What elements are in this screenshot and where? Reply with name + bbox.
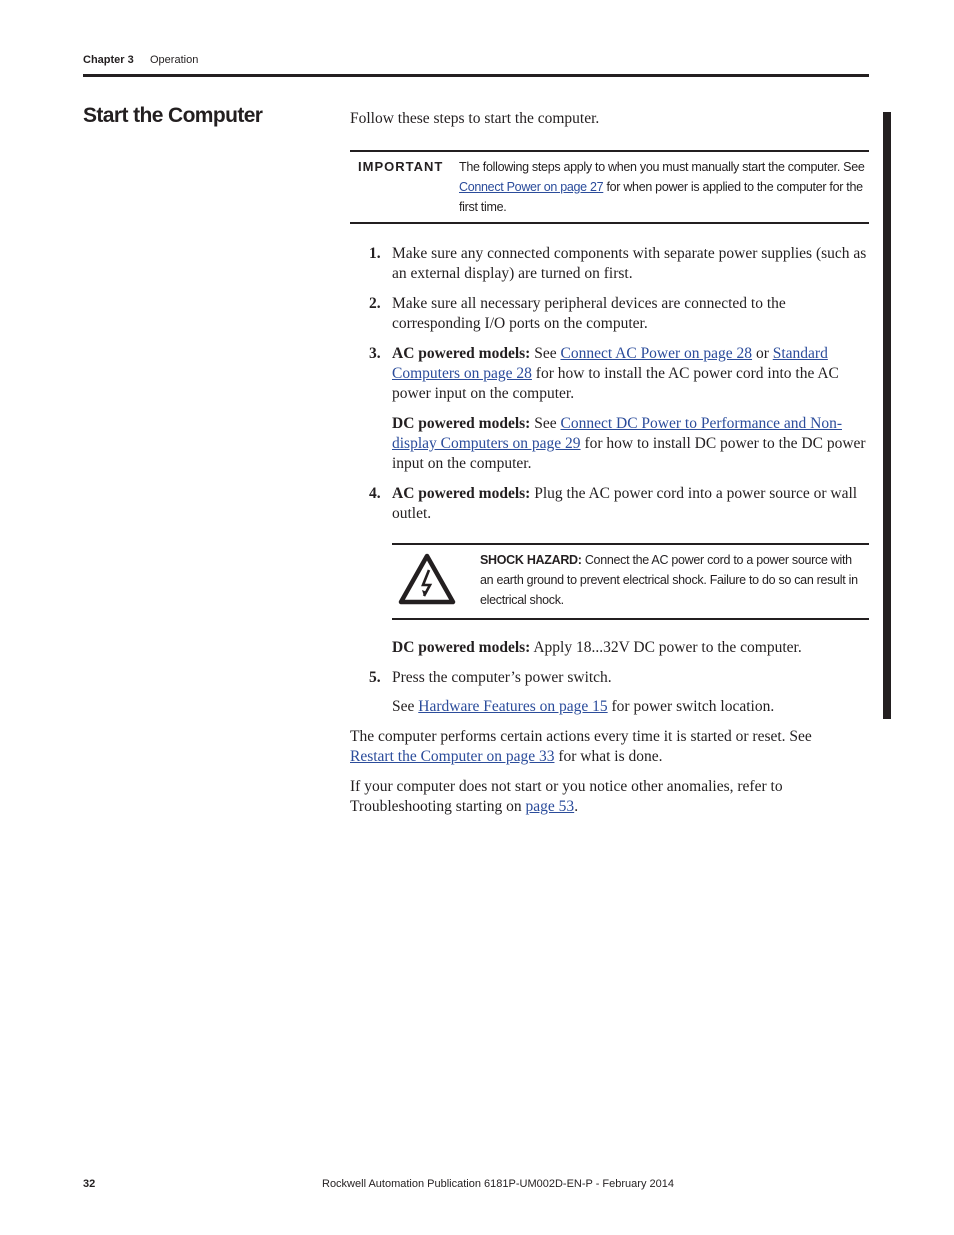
intro-paragraph: Follow these steps to start the computer. (350, 110, 600, 127)
chapter-side-bar (883, 112, 891, 719)
step-text-part: See (530, 345, 561, 362)
important-top-rule (350, 150, 869, 152)
important-bottom-rule (350, 222, 869, 224)
step-text-part: See (530, 415, 561, 432)
step-number: 5. (369, 669, 381, 686)
running-header (83, 54, 199, 66)
chapter-label: Chapter 3 (83, 54, 134, 66)
paragraph-text-part: for what is done. (554, 748, 663, 765)
restart-paragraph (350, 727, 840, 767)
step-number: 1. (369, 245, 381, 262)
section-label: Operation (150, 54, 199, 66)
header-rule (83, 74, 869, 77)
dc-models-label: DC powered models: (392, 415, 531, 432)
step-text: Press the computer’s power switch. (392, 669, 612, 686)
step-number: 4. (369, 485, 381, 502)
step-text: Make sure all necessary peripheral devices are connected to the corresponding I/O ports on the computer. (392, 295, 786, 332)
hazard-bottom-rule (392, 618, 869, 620)
restart-computer-link[interactable]: Restart the Computer on page 33 (350, 748, 555, 765)
important-text (459, 157, 869, 217)
important-text-before: The following steps apply to when you must manually start the computer. See (459, 160, 865, 174)
step-3-ac-paragraph (392, 344, 867, 404)
hazard-body: Connect the AC power cord to a power source with an earth ground to prevent electrical shock. Failure to do so can result in electrical shock. (480, 553, 858, 607)
step-number: 2. (369, 295, 381, 312)
section-title: Start the Computer (83, 104, 263, 127)
paragraph-text-part: The computer performs certain actions every time it is started or reset. See (350, 728, 812, 745)
hazard-label: SHOCK HAZARD: (480, 553, 582, 567)
step-text-part: Apply 18...32V DC power to the computer. (530, 639, 802, 656)
dc-models-label: DC powered models: (392, 639, 531, 656)
page-53-link[interactable]: page 53 (525, 798, 575, 815)
hazard-text (480, 550, 860, 610)
step-4-ac-paragraph (392, 484, 870, 524)
step-text-part: See (392, 698, 419, 715)
connect-ac-power-link[interactable]: Connect AC Power on page 28 (560, 345, 753, 362)
important-label: IMPORTANT (358, 159, 444, 174)
ac-models-label: AC powered models: (392, 345, 531, 362)
step-5-see-paragraph (392, 697, 870, 717)
step-number: 3. (369, 345, 381, 362)
step-text-part: or (752, 345, 773, 362)
standard-computers-link[interactable]: Standard Computers on page 28 (392, 345, 828, 382)
page-number: 32 (83, 1178, 96, 1190)
important-text-after: for when power is applied to the computer for the first time. (459, 180, 863, 214)
step-text-part: Plug the AC power cord into a power source or wall outlet. (392, 485, 858, 522)
paragraph-text-part: . (574, 798, 579, 815)
publication-footer: Rockwell Automation Publication 6181P-UM002D-EN-P - February 2014 (322, 1178, 674, 1190)
step-4-dc-paragraph (392, 638, 870, 658)
troubleshooting-paragraph (350, 777, 820, 817)
connect-dc-power-link[interactable]: Connect DC Power to Performance and Non-display Computers on page 29 (392, 415, 842, 452)
step-text-part: for how to install the AC power cord into the AC power input on the computer. (392, 365, 839, 402)
step-3-dc-paragraph (392, 414, 867, 474)
ac-models-label: AC powered models: (392, 485, 531, 502)
hazard-top-rule (392, 543, 869, 545)
hardware-features-link[interactable]: Hardware Features on page 15 (418, 698, 608, 715)
step-text: Make sure any connected components with separate power supplies (such as an external display) are turned on first. (392, 245, 867, 282)
paragraph-text-part: If your computer does not start or you notice other anomalies, refer to Troubleshooting starting on (350, 778, 783, 815)
shock-hazard-icon (398, 552, 456, 606)
connect-power-link[interactable]: Connect Power on page 27 (459, 180, 604, 194)
step-text-part: for how to install DC power to the DC power input on the computer. (392, 435, 866, 472)
step-text-part: for power switch location. (607, 698, 775, 715)
